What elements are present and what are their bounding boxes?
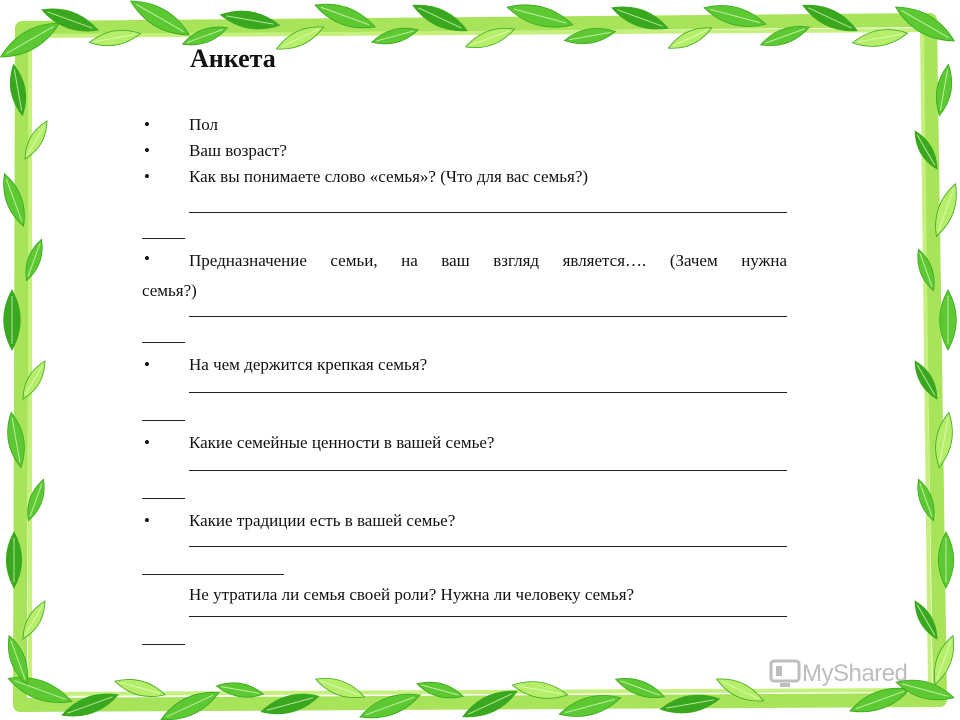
page-title: Анкета xyxy=(190,44,276,73)
bullet: • xyxy=(144,141,150,160)
question-family-purpose xyxy=(142,244,787,306)
question-text: Пол xyxy=(189,115,219,134)
question-family-traditions xyxy=(142,508,787,534)
monitor-icon xyxy=(768,657,802,691)
question-age xyxy=(142,138,787,164)
answer-line-continuation xyxy=(142,644,185,645)
question-text: Какие семейные ценности в вашей семье? xyxy=(189,433,495,452)
bullet: • xyxy=(144,511,150,530)
question-text-line2: семья?) xyxy=(142,281,197,300)
question-family-values xyxy=(142,430,787,456)
answer-line-continuation xyxy=(142,342,185,343)
answer-line-continuation xyxy=(142,238,185,239)
bullet: • xyxy=(144,249,150,268)
watermark-logo xyxy=(768,656,928,692)
answer-lines[interactable] xyxy=(142,190,787,244)
bullet: • xyxy=(144,433,150,452)
question-family-role xyxy=(142,582,787,608)
answer-lines[interactable] xyxy=(142,456,787,508)
question-gender xyxy=(142,112,787,138)
bullet: • xyxy=(144,167,150,186)
answer-line-continuation xyxy=(142,574,284,575)
question-family-meaning xyxy=(142,164,787,190)
answer-line xyxy=(189,470,787,471)
question-text: Ваш возраст? xyxy=(189,141,287,160)
answer-lines[interactable] xyxy=(142,306,787,352)
watermark-brand: MyShared xyxy=(802,660,908,687)
question-list xyxy=(142,112,787,648)
question-text: Не утратила ли семья своей роли? Нужна ли человеку семья? xyxy=(189,585,635,604)
answer-line xyxy=(189,212,787,213)
question-strong-family xyxy=(142,352,787,378)
answer-line-continuation xyxy=(142,498,185,499)
answer-lines[interactable] xyxy=(142,608,787,648)
answer-line-continuation xyxy=(142,420,185,421)
answer-line xyxy=(189,616,787,617)
bullet: • xyxy=(144,355,150,374)
answer-line xyxy=(189,392,787,393)
question-text: Какие традиции есть в вашей семье? xyxy=(189,511,456,530)
bullet: • xyxy=(144,115,150,134)
question-text: На чем держится крепкая семья? xyxy=(189,355,428,374)
answer-line xyxy=(189,316,787,317)
question-text: Как вы понимаете слово «семья»? (Что для вас семья?) xyxy=(189,167,589,186)
question-text-line1: Предназначение семьи, на ваш взгляд является…. (Зачем нужна xyxy=(189,251,787,270)
answer-line xyxy=(189,546,787,547)
answer-lines[interactable] xyxy=(142,378,787,430)
answer-lines[interactable] xyxy=(142,534,787,582)
